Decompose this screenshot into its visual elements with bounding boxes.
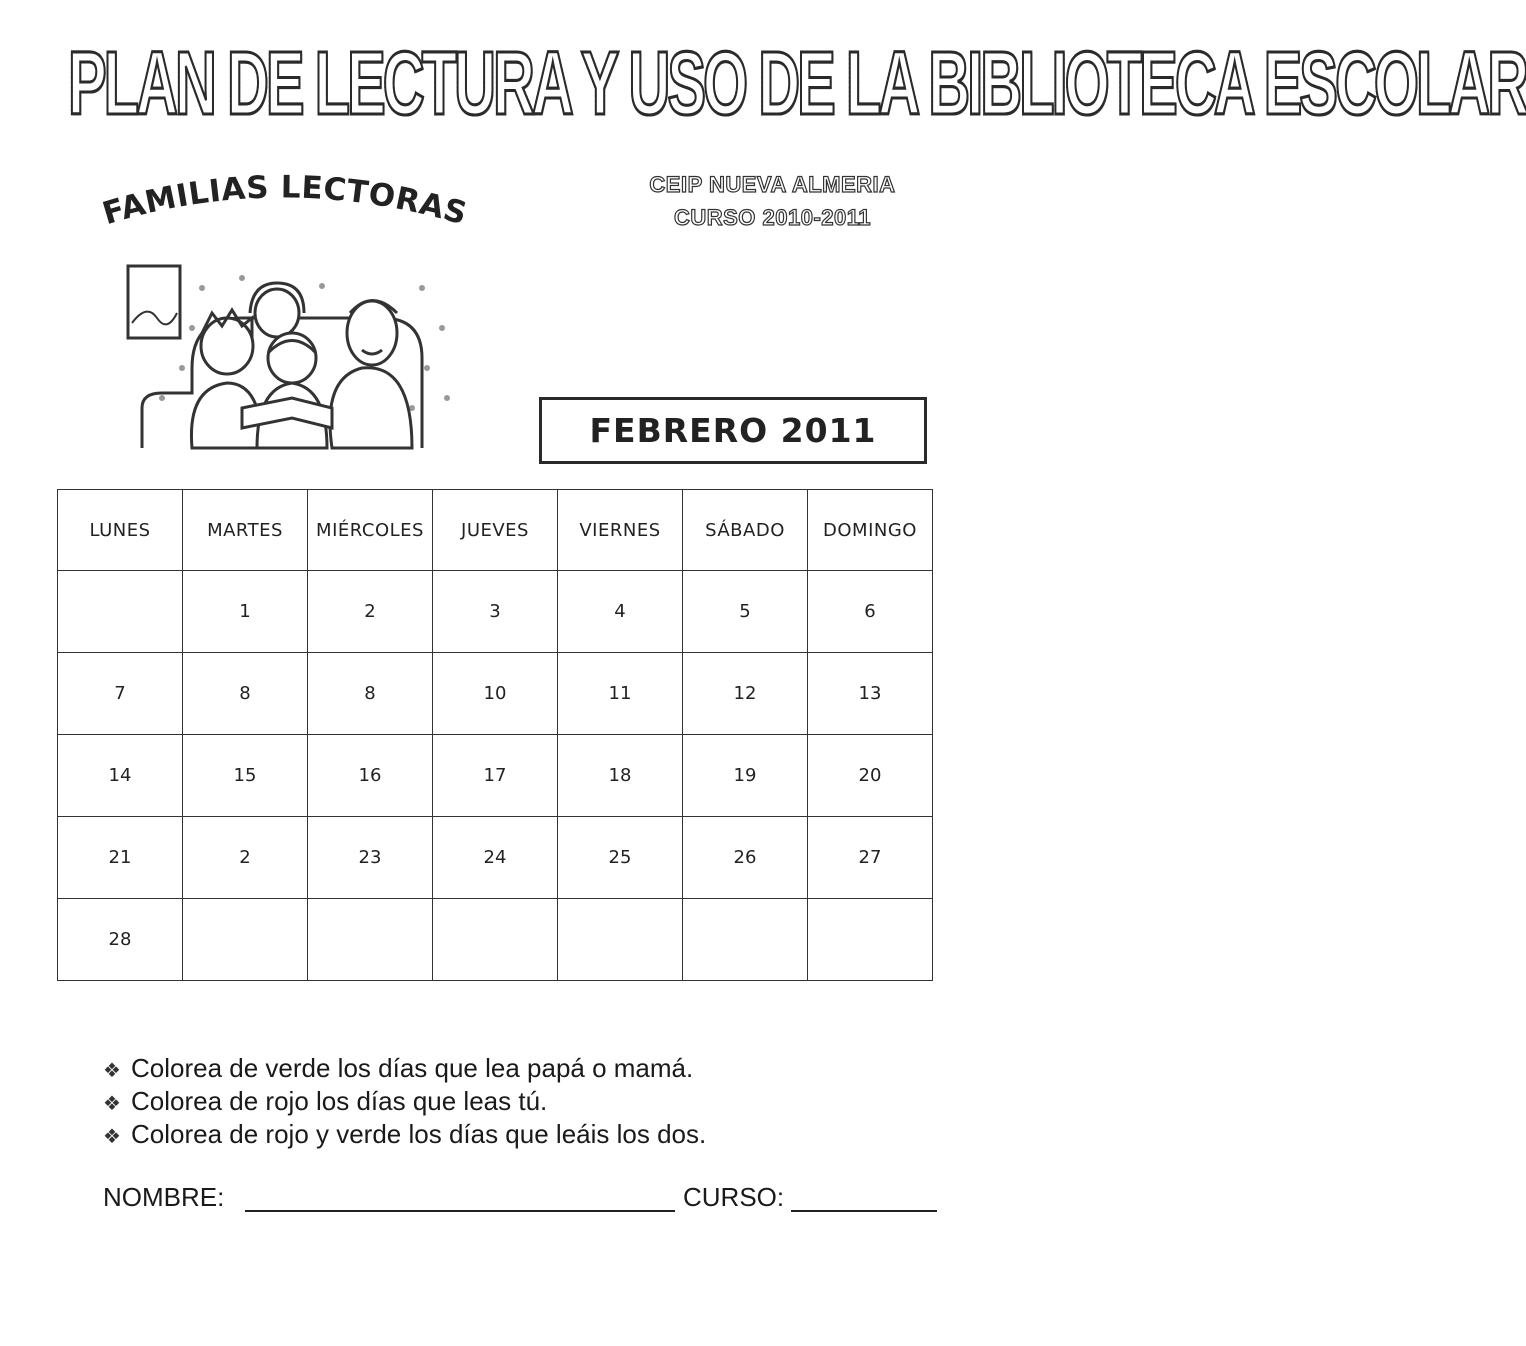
instructions-list <box>103 1052 923 1151</box>
school-info <box>600 168 945 234</box>
instruction-text: Colorea de rojo los días que leas tú. <box>131 1086 548 1116</box>
diamond-bullet-icon: ❖ <box>103 1093 121 1115</box>
course-blank-line[interactable] <box>791 1210 937 1212</box>
calendar-day-cell: 7 <box>58 653 183 735</box>
school-course: CURSO 2010-2011 <box>673 205 872 230</box>
calendar-day-cell: 15 <box>183 735 308 817</box>
calendar-day-cell: 8 <box>183 653 308 735</box>
diamond-bullet-icon: ❖ <box>103 1126 121 1148</box>
instruction-text: Colorea de rojo y verde los días que leáis los dos. <box>131 1119 707 1149</box>
calendar-day-cell: 2 <box>308 571 433 653</box>
calendar-day-cell: 24 <box>433 817 558 899</box>
calendar-day-cell <box>183 899 308 981</box>
calendar-day-cell: 5 <box>683 571 808 653</box>
page-title: PLAN DE LECTURA Y USO DE LA BIBLIOTECA ESCOLAR <box>68 33 1526 135</box>
calendar-day-cell: 26 <box>683 817 808 899</box>
calendar-day-cell: 1 <box>183 571 308 653</box>
day-header: LUNES <box>58 490 183 571</box>
calendar-day-cell: 19 <box>683 735 808 817</box>
school-name: CEIP NUEVA ALMERIA <box>649 172 896 197</box>
calendar-day-cell <box>433 899 558 981</box>
calendar-day-cell: 4 <box>558 571 683 653</box>
calendar-header-row <box>58 490 933 571</box>
month-title: FEBRERO 2011 <box>589 411 877 450</box>
calendar-day-cell: 10 <box>433 653 558 735</box>
day-header: VIERNES <box>558 490 683 571</box>
instruction-text: Colorea de verde los días que lea papá o mamá. <box>131 1053 694 1083</box>
calendar-day-cell: 21 <box>58 817 183 899</box>
father-figure <box>330 301 412 449</box>
calendar-day-cell: 2 <box>183 817 308 899</box>
day-header: SÁBADO <box>683 490 808 571</box>
subtitle-text: FAMILIAS LECTORAS <box>98 169 472 233</box>
wall-picture <box>128 266 180 338</box>
calendar-day-cell: 27 <box>808 817 933 899</box>
month-title-box <box>539 397 927 464</box>
instruction-item <box>103 1052 923 1085</box>
calendar-day-cell <box>683 899 808 981</box>
diamond-bullet-icon: ❖ <box>103 1060 121 1082</box>
calendar-day-cell: 8 <box>308 653 433 735</box>
calendar-day-cell: 18 <box>558 735 683 817</box>
calendar-day-cell <box>58 571 183 653</box>
calendar-day-cell <box>558 899 683 981</box>
instruction-item <box>103 1118 923 1151</box>
calendar-week-row <box>58 571 933 653</box>
calendar-day-cell: 16 <box>308 735 433 817</box>
subtitle-familias-lectoras <box>80 160 500 250</box>
name-blank-line[interactable] <box>245 1210 675 1212</box>
calendar-day-cell: 17 <box>433 735 558 817</box>
calendar-day-cell: 20 <box>808 735 933 817</box>
calendar-day-cell <box>808 899 933 981</box>
svg-text:FAMILIAS LECTORAS <box>99 169 472 232</box>
day-header: DOMINGO <box>808 490 933 571</box>
family-reading-illustration <box>122 258 468 448</box>
calendar-day-cell <box>308 899 433 981</box>
girl-figure <box>257 333 327 448</box>
course-label: CURSO: <box>683 1182 785 1212</box>
calendar-day-cell: 25 <box>558 817 683 899</box>
student-form <box>103 1178 943 1218</box>
calendar-day-cell: 28 <box>58 899 183 981</box>
calendar-table <box>57 489 933 981</box>
calendar-day-cell: 12 <box>683 653 808 735</box>
day-header: JUEVES <box>433 490 558 571</box>
calendar-week-row <box>58 735 933 817</box>
calendar-week-row <box>58 899 933 981</box>
calendar-week-row <box>58 653 933 735</box>
calendar-day-cell: 14 <box>58 735 183 817</box>
day-header: MIÉRCOLES <box>308 490 433 571</box>
day-header: MARTES <box>183 490 308 571</box>
calendar-day-cell: 23 <box>308 817 433 899</box>
calendar-week-row <box>58 817 933 899</box>
calendar-day-cell: 6 <box>808 571 933 653</box>
calendar-day-cell: 11 <box>558 653 683 735</box>
calendar-day-cell: 3 <box>433 571 558 653</box>
name-label: NOMBRE: <box>103 1182 225 1212</box>
calendar-day-cell: 13 <box>808 653 933 735</box>
mother-figure <box>250 283 304 337</box>
instruction-item <box>103 1085 923 1118</box>
